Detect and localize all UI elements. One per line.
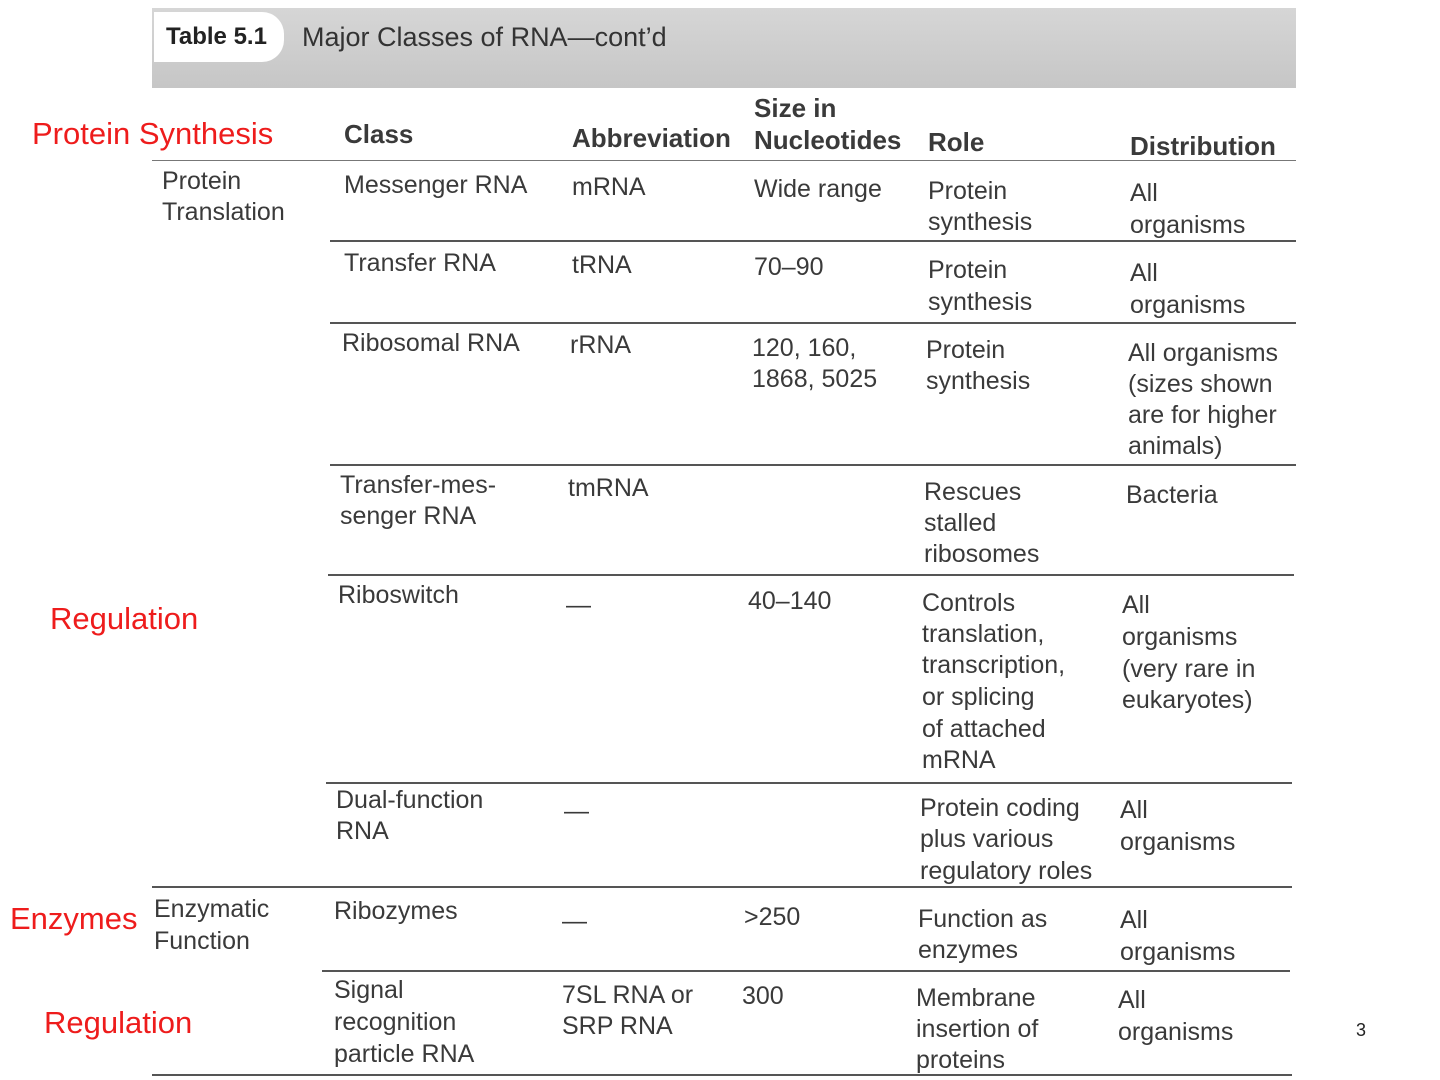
row-divider [328, 574, 1294, 576]
row2-role-line1: Protein [926, 336, 1006, 364]
group-protein-translation-line1: Protein [162, 167, 242, 195]
row6-distribution-line1: All [1120, 906, 1148, 934]
row4-role-line1: Controls [922, 589, 1016, 617]
row5-class-line1: Dual-function [336, 786, 484, 814]
row2-size-line2: 1868, 5025 [752, 365, 878, 393]
row6-role-line2: enzymes [918, 936, 1019, 964]
row1-abbreviation: tRNA [572, 251, 632, 279]
group-divider [152, 886, 1292, 888]
group-protein-translation-line2: Translation [162, 198, 285, 226]
table-title: Major Classes of RNA—cont’d [302, 22, 667, 52]
row3-role-line3: ribosomes [924, 540, 1040, 568]
group-enzymatic-function-line1: Enzymatic [154, 895, 270, 923]
row0-size: Wide range [754, 175, 882, 203]
page-number: 3 [1356, 1020, 1367, 1040]
row3-class-line2: senger RNA [340, 502, 477, 530]
row0-role-line1: Protein [928, 177, 1008, 205]
row7-class-line2: recognition [334, 1008, 457, 1036]
table-label: Table 5.1 [154, 12, 284, 62]
header-size-line2: Nucleotides [754, 125, 902, 155]
row2-role-line2: synthesis [926, 367, 1031, 395]
row5-distribution-line2: organisms [1120, 828, 1236, 856]
row4-distribution-line4: eukaryotes) [1122, 686, 1253, 714]
row0-distribution-line2: organisms [1130, 211, 1246, 239]
row7-distribution-line2: organisms [1118, 1018, 1234, 1046]
row3-class-line1: Transfer-mes- [340, 471, 497, 499]
row4-size: 40–140 [748, 587, 832, 615]
row0-class: Messenger RNA [344, 171, 528, 199]
row3-abbreviation: tmRNA [568, 474, 649, 502]
row4-distribution-line2: organisms [1122, 623, 1238, 651]
row5-role-line3: regulatory roles [920, 857, 1093, 885]
row7-role-line2: insertion of [916, 1015, 1039, 1043]
row0-role-line2: synthesis [928, 208, 1033, 236]
row3-distribution: Bacteria [1126, 481, 1218, 509]
row4-distribution-line1: All [1122, 591, 1150, 619]
row2-distribution-line2: (sizes shown [1128, 370, 1273, 398]
row5-distribution-line1: All [1120, 796, 1148, 824]
row4-role-line6: mRNA [922, 746, 996, 774]
row6-role-line1: Function as [918, 905, 1048, 933]
row5-class-line2: RNA [336, 817, 389, 845]
row7-class-line3: particle RNA [334, 1040, 475, 1068]
row-divider [322, 970, 1290, 972]
header-size-line1: Size in [754, 93, 837, 123]
row2-abbreviation: rRNA [570, 331, 632, 359]
header-distribution: Distribution [1130, 131, 1276, 161]
row-divider [330, 464, 1296, 466]
row2-distribution-line3: are for higher [1128, 401, 1277, 429]
header-role: Role [928, 127, 985, 157]
row1-role-line2: synthesis [928, 288, 1033, 316]
row0-abbreviation: mRNA [572, 173, 646, 201]
row1-distribution-line1: All [1130, 259, 1158, 287]
row4-class: Riboswitch [338, 581, 459, 609]
row2-distribution-line4: animals) [1128, 432, 1223, 460]
row6-class: Ribozymes [334, 897, 458, 925]
annotation-regulation-2: Regulation [44, 1005, 193, 1040]
row6-abbreviation: — [562, 907, 587, 935]
row7-role-line3: proteins [916, 1046, 1005, 1074]
row5-abbreviation: — [564, 797, 589, 825]
row1-role-line1: Protein [928, 256, 1008, 284]
row5-role-line2: plus various [920, 825, 1054, 853]
row3-role-line1: Rescues [924, 478, 1022, 506]
header-abbreviation: Abbreviation [572, 123, 731, 153]
group-enzymatic-function-line2: Function [154, 927, 250, 955]
row7-distribution-line1: All [1118, 986, 1146, 1014]
row2-distribution-line1: All organisms [1128, 339, 1279, 367]
row4-abbreviation: — [566, 591, 591, 619]
row1-class: Transfer RNA [344, 249, 496, 277]
row-divider [326, 782, 1292, 784]
row4-role-line5: of attached [922, 715, 1046, 743]
row5-role-line1: Protein coding [920, 794, 1080, 822]
row1-distribution-line2: organisms [1130, 291, 1246, 319]
row4-distribution-line3: (very rare in [1122, 655, 1256, 683]
row4-role-line2: translation, [922, 620, 1045, 648]
row7-abbreviation-line1: 7SL RNA or [562, 981, 694, 1009]
row0-distribution-line1: All [1130, 179, 1158, 207]
row6-distribution-line2: organisms [1120, 938, 1236, 966]
header-rule [152, 160, 1296, 161]
row4-role-line4: or splicing [922, 683, 1035, 711]
row7-class-line1: Signal [334, 976, 404, 1004]
row2-size-line1: 120, 160, [752, 334, 857, 362]
header-class: Class [344, 119, 414, 149]
row6-size: >250 [744, 903, 801, 931]
row2-class: Ribosomal RNA [342, 329, 520, 357]
row-divider [330, 322, 1296, 324]
row7-abbreviation-line2: SRP RNA [562, 1012, 673, 1040]
annotation-enzymes: Enzymes [10, 901, 138, 936]
annotation-protein-synthesis: Protein Synthesis [32, 116, 274, 151]
annotation-regulation: Regulation [50, 601, 199, 636]
row4-role-line3: transcription, [922, 651, 1066, 679]
row3-role-line2: stalled [924, 509, 997, 537]
row1-size: 70–90 [754, 253, 824, 281]
table-bottom-rule [152, 1074, 1292, 1076]
row7-role-line1: Membrane [916, 984, 1036, 1012]
row7-size: 300 [742, 982, 784, 1010]
